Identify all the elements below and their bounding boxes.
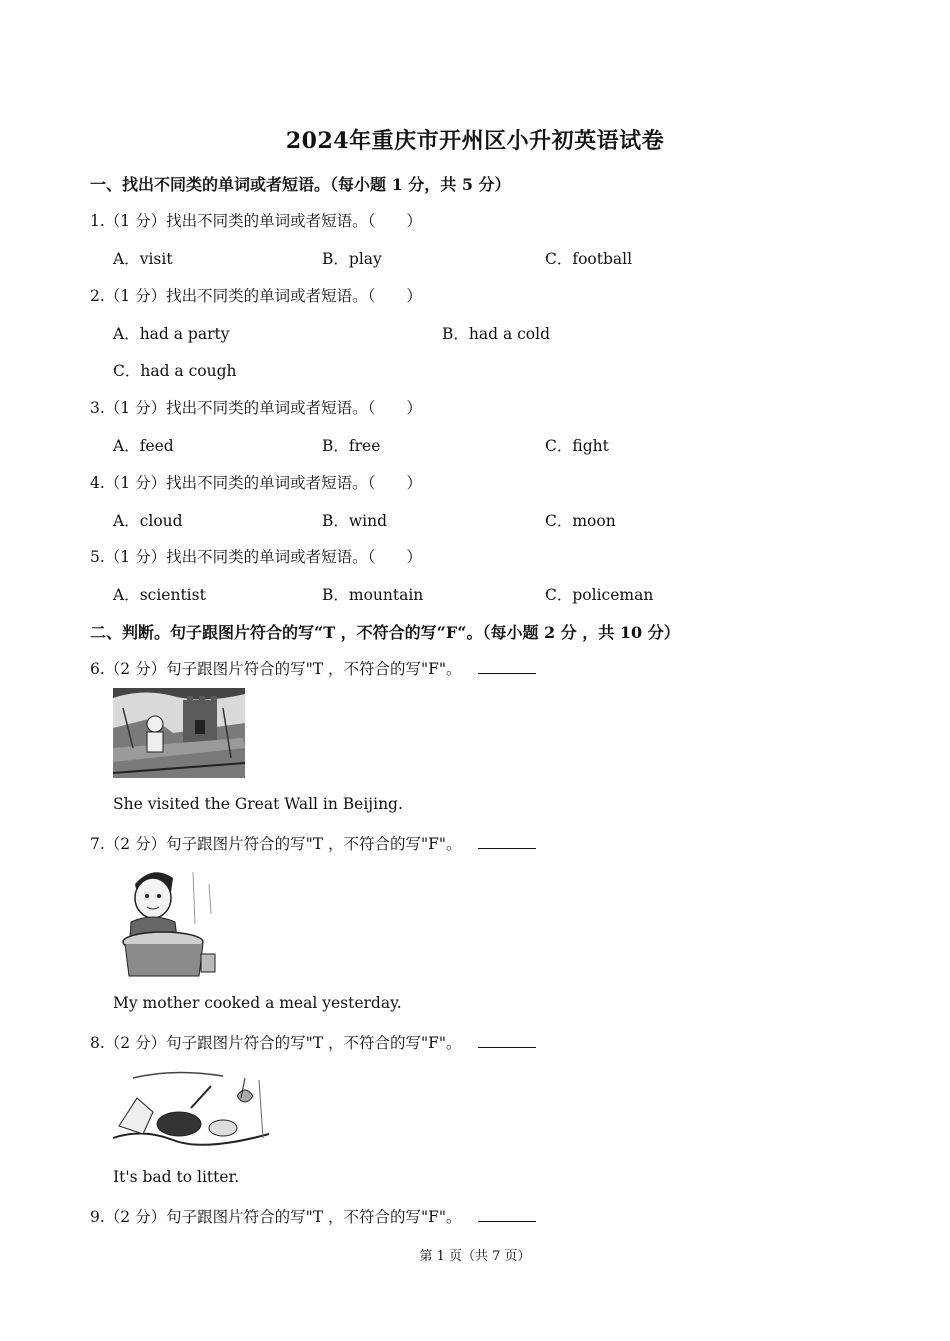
question-5-stem: 5.（1 分）找出不同类的单词或者短语。（ ）	[90, 548, 422, 566]
section-1-heading: 一、找出不同类的单词或者短语。（每小题 1 分，共 5 分）	[90, 175, 511, 194]
question-5-option-a[interactable]: A．scientist	[113, 586, 206, 604]
question-3-option-b[interactable]: B．free	[322, 437, 381, 455]
question-3-option-a[interactable]: A．feed	[113, 437, 174, 455]
question-2-option-a[interactable]: A．had a party	[113, 325, 230, 343]
question-3-option-c[interactable]: C．fight	[545, 437, 609, 455]
question-1-stem: 1.（1 分）找出不同类的单词或者短语。（ ）	[90, 212, 422, 230]
question-8-answer-blank[interactable]	[478, 1033, 536, 1048]
question-8-stem	[90, 1031, 536, 1053]
question-2-option-c[interactable]: C．had a cough	[113, 362, 237, 380]
question-1-option-c[interactable]: C．football	[545, 250, 633, 268]
question-9-stem	[90, 1205, 536, 1227]
boy-washing-picture	[113, 864, 225, 980]
question-6-text: 6.（2 分）句子跟图片符合的写"T ，不符合的写"F"。	[90, 660, 462, 678]
question-7-answer-blank[interactable]	[478, 834, 536, 849]
question-6-sentence: She visited the Great Wall in Beijing.	[113, 795, 403, 813]
question-4-option-b[interactable]: B．wind	[322, 512, 388, 530]
question-3-stem: 3.（1 分）找出不同类的单词或者短语。（ ）	[90, 399, 422, 417]
page-footer: 第 1 页（共 7 页）	[419, 1249, 531, 1264]
question-2-option-b[interactable]: B．had a cold	[442, 325, 551, 343]
question-8-text: 8.（2 分）句子跟图片符合的写"T ，不符合的写"F"。	[90, 1034, 462, 1052]
question-7-sentence: My mother cooked a meal yesterday.	[113, 994, 402, 1012]
question-4-stem: 4.（1 分）找出不同类的单词或者短语。（ ）	[90, 474, 422, 492]
question-1-option-a[interactable]: A．visit	[113, 250, 173, 268]
question-5-option-c[interactable]: C．policeman	[545, 586, 654, 604]
question-9-answer-blank[interactable]	[478, 1207, 536, 1222]
question-2-stem: 2.（1 分）找出不同类的单词或者短语。（ ）	[90, 287, 422, 305]
question-1-option-b[interactable]: B．play	[322, 250, 382, 268]
question-4-option-a[interactable]: A．cloud	[113, 512, 183, 530]
section-2-heading: 二、判断。句子跟图片符合的写“T ，不符合的写“F“。（每小题 2 分 ，共 10 分）	[90, 623, 680, 642]
question-6-answer-blank[interactable]	[478, 659, 536, 674]
question-5-option-b[interactable]: B．mountain	[322, 586, 424, 604]
question-7-stem	[90, 832, 536, 854]
question-8-sentence: It's bad to litter.	[113, 1168, 240, 1186]
question-9-text: 9.（2 分）句子跟图片符合的写"T ，不符合的写"F"。	[90, 1208, 462, 1226]
great-wall-picture	[113, 688, 245, 778]
page-title: 2024年重庆市开州区小升初英语试卷	[285, 128, 665, 154]
question-4-option-c[interactable]: C．moon	[545, 512, 616, 530]
question-7-text: 7.（2 分）句子跟图片符合的写"T ，不符合的写"F"。	[90, 835, 462, 853]
litter-picture	[113, 1068, 269, 1150]
question-6-stem	[90, 657, 536, 679]
